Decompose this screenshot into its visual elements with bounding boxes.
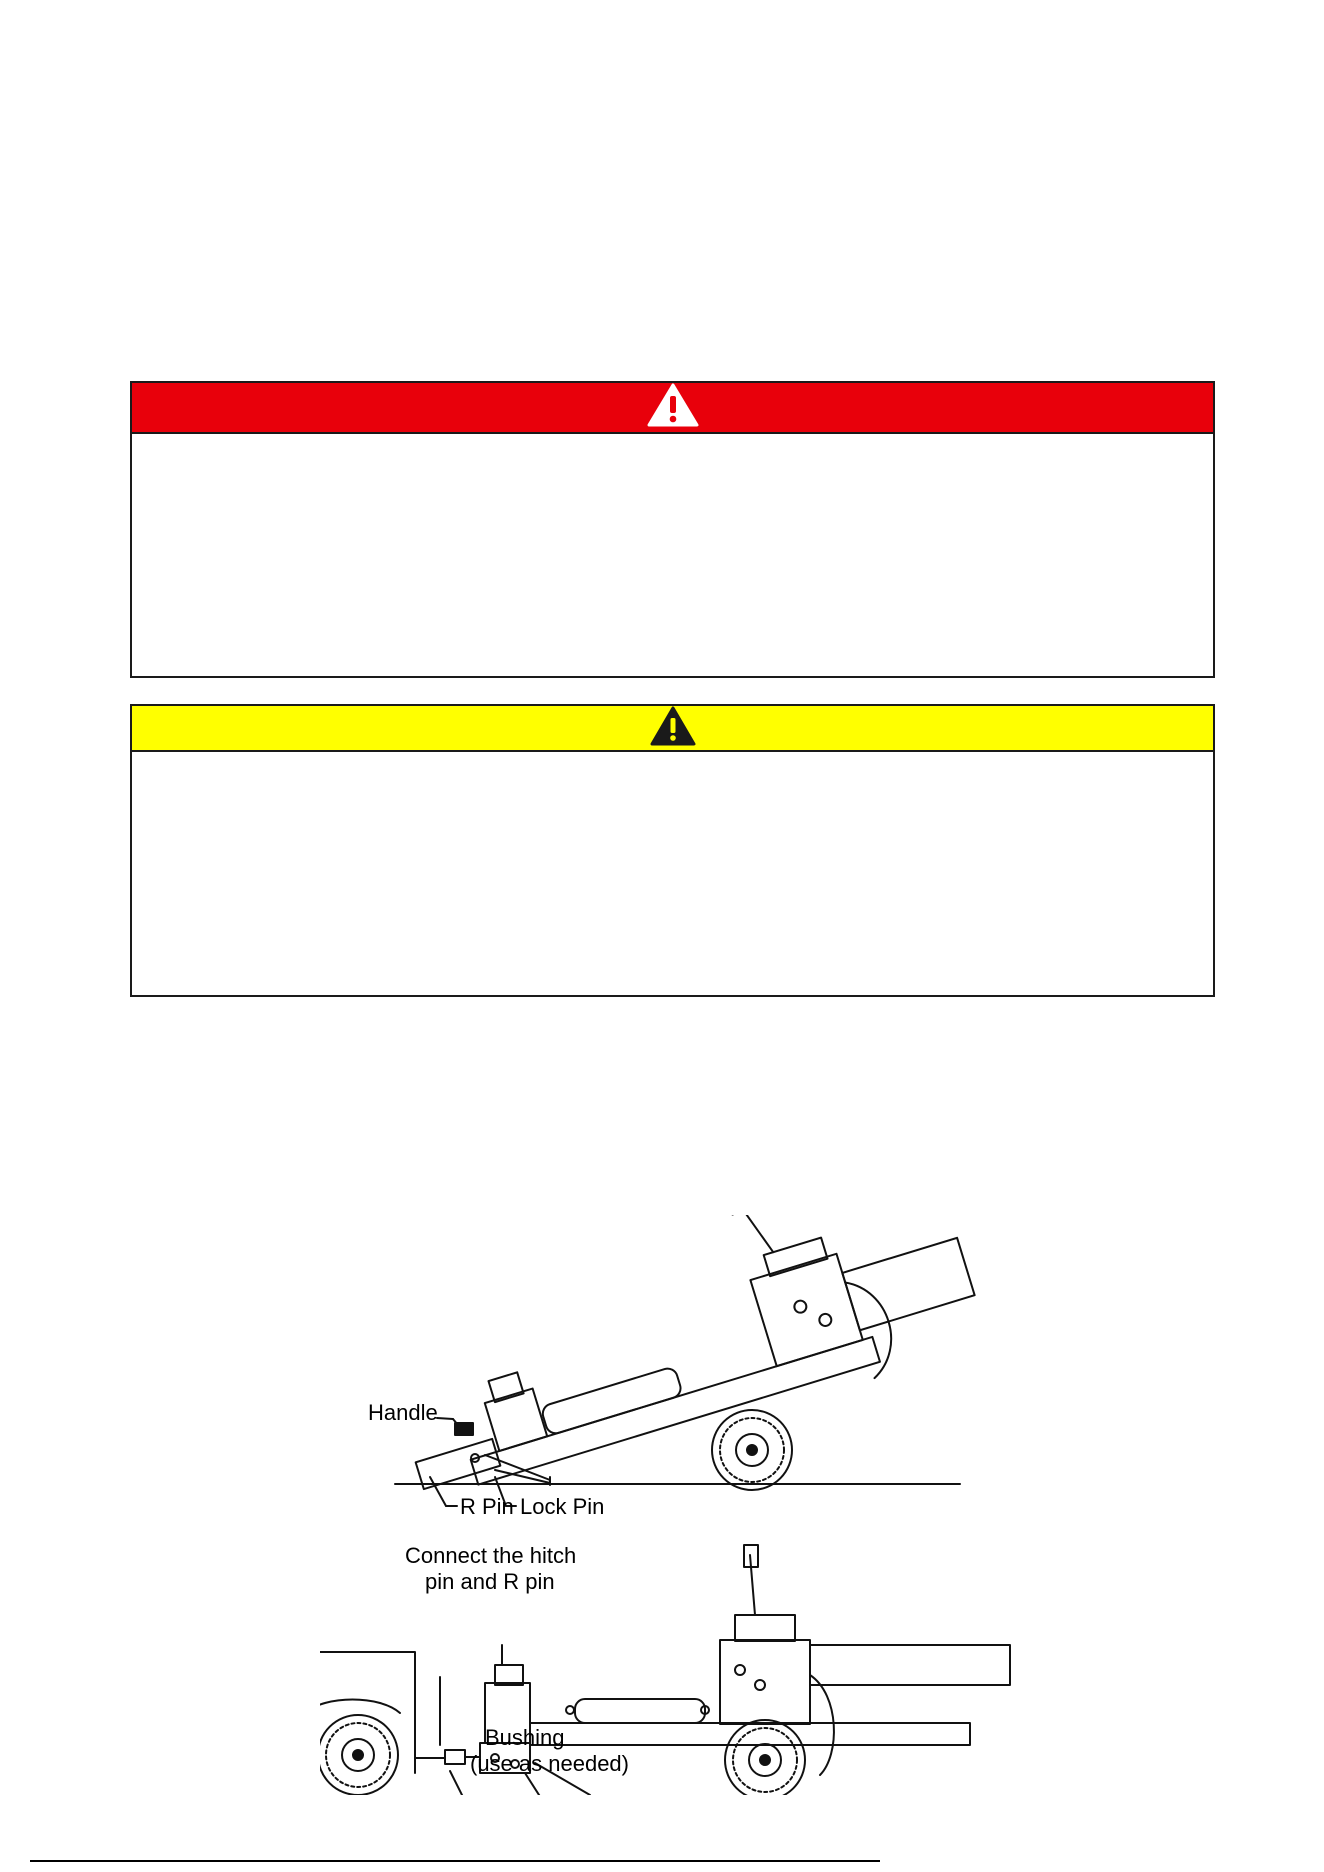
footer-divider xyxy=(30,1860,880,1862)
caution-alert-box xyxy=(130,704,1215,997)
caution-alert-body xyxy=(132,752,1213,800)
bushing-label-line1: Bushing xyxy=(485,1725,565,1750)
danger-alert-box xyxy=(130,381,1215,678)
handle-label: Handle xyxy=(368,1400,438,1425)
towing-illustration xyxy=(320,1215,1040,1795)
danger-alert-body xyxy=(132,434,1213,482)
bushing-label-line2: (use as needed) xyxy=(470,1751,629,1776)
log-splitter-drawing xyxy=(320,1215,1040,1795)
connect-hitch-label-line2: pin and R pin xyxy=(425,1569,555,1594)
lock-pin-label: Lock Pin xyxy=(520,1494,605,1519)
danger-alert-header xyxy=(132,383,1213,434)
connect-hitch-label-line1: Connect the hitch xyxy=(405,1543,577,1568)
r-pin-label: R Pin xyxy=(460,1494,514,1519)
warning-triangle-white-icon xyxy=(646,382,700,433)
caution-alert-header xyxy=(132,706,1213,752)
splitter-on-ground xyxy=(395,1215,989,1506)
warning-triangle-black-icon xyxy=(650,706,696,751)
splitter-hitched-to-vehicle xyxy=(320,1545,1010,1795)
